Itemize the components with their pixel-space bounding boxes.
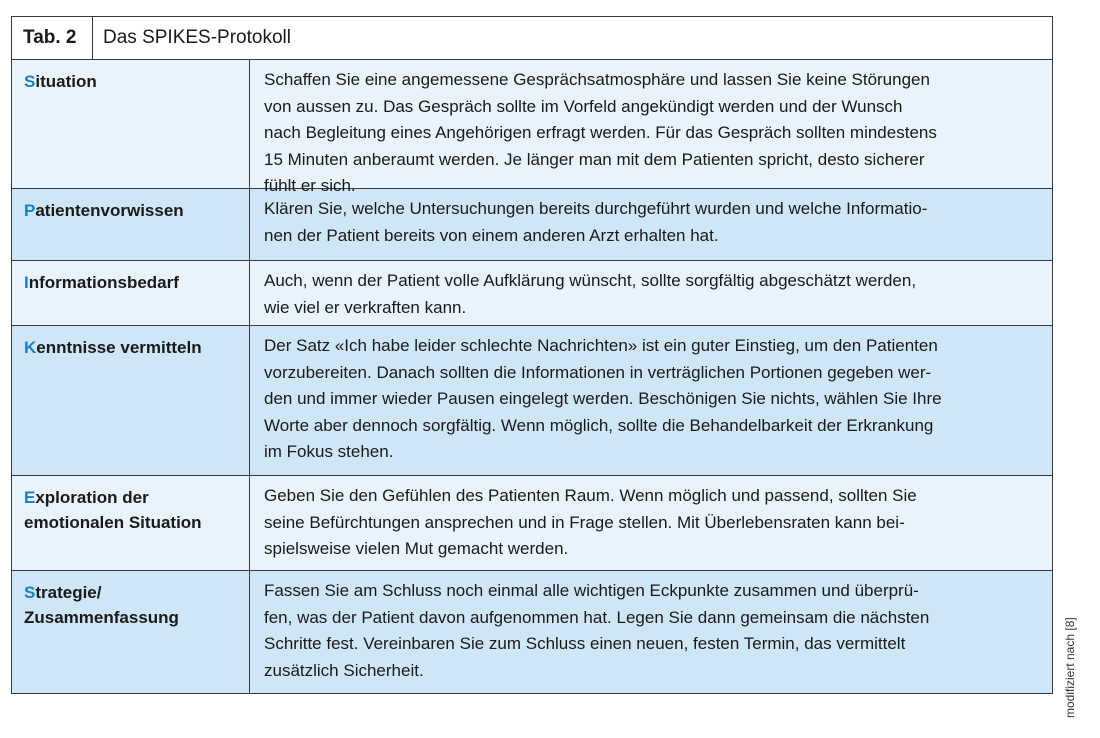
description-line: Schritte fest. Vereinbaren Sie zum Schluss einen neuen, festen Termin, das vermittelt [264,634,906,653]
term-cell [12,261,250,325]
term-cell [12,571,250,693]
term-text: atientenvorwissen [35,201,184,220]
description-line: 15 Minuten anberaumt werden. Je länger man mit dem Patienten spricht, desto sicherer [264,149,925,169]
term-initial: S [24,583,36,602]
description-cell [250,261,1052,325]
table-row-situation [11,60,1053,195]
table-row-strategie [11,571,1053,694]
description-line: zusätzlich Sicherheit. [264,660,424,680]
term-line [24,270,249,295]
description-line: fühlt er sich. [264,176,356,195]
description-line: wie viel er verkraften kann. [264,297,467,317]
term-initial: I [24,273,29,292]
term-initial: K [24,338,37,357]
term-text: ituation [35,72,97,91]
table [11,16,1053,694]
description-line: Auch, wenn der Patient volle Aufklärung wünscht, sollte sorgfältig abgeschätzt werden, [264,271,917,290]
term-initial: E [24,488,36,507]
description-line: Schaffen Sie eine angemessene Gesprächsatmosphäre und lassen Sie keine Störungen [264,70,930,89]
term-initial: P [24,201,36,220]
term-cell [12,189,250,260]
description-line: vorzubereiten. Danach sollten die Informationen in verträglichen Portionen gegeben wer- [264,362,932,382]
description-line: spielsweise vielen Mut gemacht werden. [264,539,569,558]
description-line: nen der Patient bereits von einem anderen Arzt erhalten hat. [264,225,719,245]
description-line: Worte aber dennoch sorgfältig. Wenn möglich, sollte die Behandelbarkeit der Erkrankung [264,415,934,435]
description-cell [250,60,1052,195]
description-cell [250,189,1052,260]
term-line: Zusammenfassung [24,608,179,627]
description-line: nach Begleitung eines Angehörigen erfragt werden. Für das Gespräch sollten mindestens [264,123,937,142]
term-line [24,335,249,360]
term-initial: S [24,72,36,91]
description-cell [250,326,1052,475]
source-note: modifiziert nach [8] [1063,617,1077,718]
description-cell [250,476,1052,570]
term-line [24,198,249,223]
description-line: seine Befürchtungen ansprechen und in Frage stellen. Mit Überlebensraten kann bei- [264,512,905,532]
term-text: enntnisse vermitteln [36,338,202,357]
term-line [24,580,249,605]
description-line: Klären Sie, welche Untersuchungen bereits durchgeführt wurden und welche Informatio- [264,199,928,218]
term-text: trategie/ [35,583,102,602]
description-line: fen, was der Patient davon aufgenommen hat. Legen Sie dann gemeinsam die nächsten [264,607,930,627]
table-row-kenntnisse-vermitteln [11,326,1053,476]
term-cell [12,476,250,570]
term-cell [12,60,250,188]
table-title: Das SPIKES-Protokoll [103,27,291,48]
description-line: im Fokus stehen. [264,442,394,461]
table-row-patientenvorwissen [11,189,1053,261]
term-line: emotionalen Situation [24,513,202,532]
table-row-exploration [11,476,1053,571]
description-line: den und immer wieder Pausen eingelegt werden. Beschönigen Sie nichts, wählen Sie Ihre [264,389,942,408]
description-cell [250,571,1052,693]
description-line: Der Satz «Ich habe leider schlechte Nachrichten» ist ein guter Einstieg, um den Patienten [264,336,938,355]
term-line [24,69,249,94]
term-text: nformationsbedarf [28,273,179,292]
description-line: von aussen zu. Das Gespräch sollte im Vorfeld angekündigt werden und der Wunsch [264,96,903,116]
description-line: Geben Sie den Gefühlen des Patienten Raum. Wenn möglich und passend, sollten Sie [264,486,917,505]
term-line [24,485,249,510]
table-title-row [11,16,1053,60]
term-cell [12,326,250,475]
term-text: xploration der [35,488,149,507]
table-row-informationsbedarf [11,261,1053,326]
description-line: Fassen Sie am Schluss noch einmal alle wichtigen Eckpunkte zusammen und überprü- [264,581,919,600]
table-number: Tab. 2 [12,17,93,59]
